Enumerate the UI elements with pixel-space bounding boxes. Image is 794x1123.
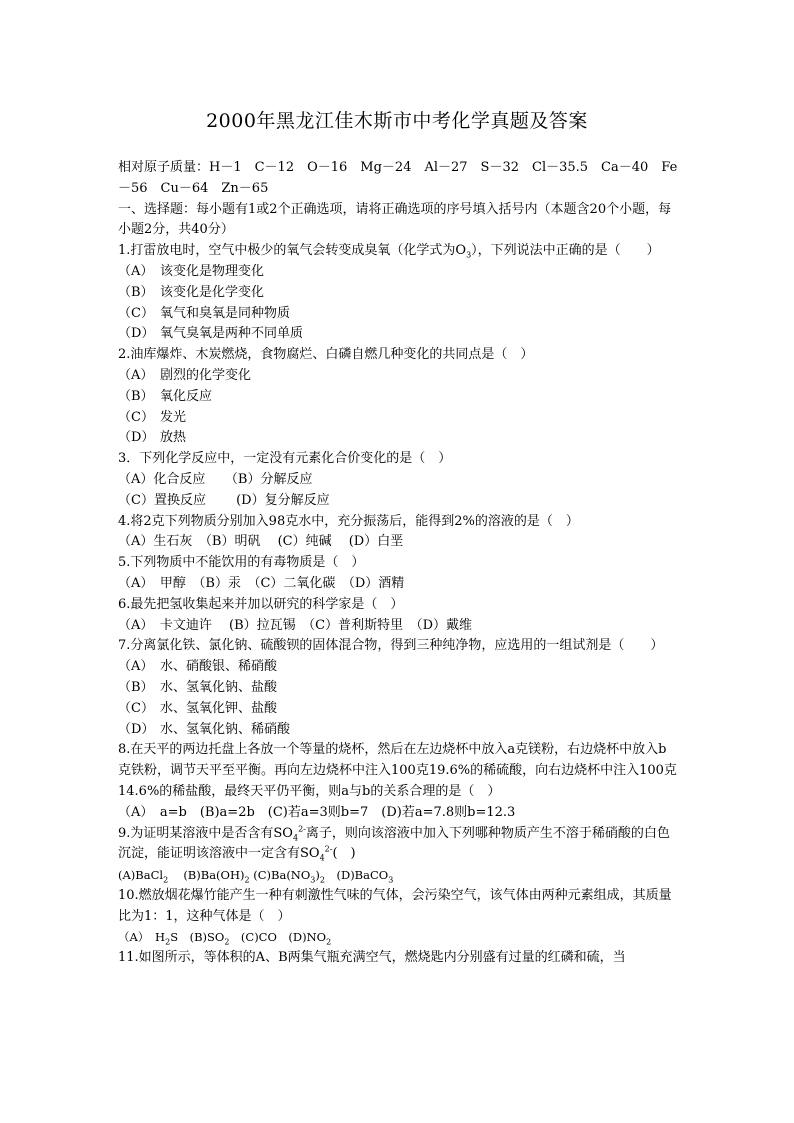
question-9-stem: 9.为证明某溶液中是否含有$SO_4^{2-}$离子，则向该溶液中加入下列哪种物质产生不溶于稀硝酸的白色沉淀，能证明该溶液中一定含有$SO_4^{2-}$( ) xyxy=(118,824,670,863)
question-8-stem: 8.在天平的两边托盘上各放一个等量的烧杯，然后在左边烧杯中放入a克镁粉，右边烧杯中放入b克铁粉，调节天平至平衡。再向左边烧杯中注入100克19.6%的稀硫酸，向右边烧杯中注入100克14.6%的稀盐酸，最终天平仍平衡，则a与b的关系合理的是（ ） xyxy=(118,742,677,799)
question-3-stem: 3．下列化学反应中，一定没有元素化合价变化的是（ ） xyxy=(118,451,452,467)
question-5-stem: 5.下列物质中不能饮用的有毒物质是（ ） xyxy=(118,555,365,571)
question-1-option-c: （C） 氧气和臭氧是同种物质 xyxy=(118,305,291,321)
question-1-option-a: （A） 该变化是物理变化 xyxy=(118,263,265,279)
exam-content xyxy=(118,158,678,969)
question-7-stem: 7.分离氯化铁、氯化钠、硫酸钡的固体混合物，得到三种纯净物，应选用的一组试剂是（ ） xyxy=(118,638,664,654)
question-7-option-d: （D） 水、氢氧化钠、稀硝酸 xyxy=(118,721,291,737)
question-11-stem: 11.如图所示，等体积的A、B两集气瓶充满空气，燃烧匙内分别盛有过量的红磷和硫，当 xyxy=(118,950,626,966)
question-2-stem: 2.油库爆炸、木炭燃烧，食物腐烂、白磷自燃几种变化的共同点是（ ） xyxy=(118,347,534,363)
atomic-mass-line: 相对原子质量：H－1 C－12 O－16 Mg－24 Al－27 S－32 Cl－35.5 Ca－40 Fe－56 Cu－64 Zn－65 xyxy=(118,160,678,196)
page-title: 2000年黑龙江佳木斯市中考化学真题及答案 xyxy=(206,110,588,132)
question-4-options: （A）生石灰 （B）明矾 (C）纯碱 (D）白垩 xyxy=(118,534,404,550)
question-4-stem: 4.将2克下列物质分别加入98克水中，充分振荡后，能得到2%的溶液的是（ ） xyxy=(118,513,579,529)
question-3-options-ab: （A）化合反应 （B）分解反应 xyxy=(118,471,313,487)
question-9-options: (A)BaCl$_2$ $(B)Ba(OH)_2$ $(C)Ba(NO_3)_2$ (D)BaCO$_3$ xyxy=(118,868,394,885)
question-3-options-cd: （C）置换反应 (D）复分解反应 xyxy=(118,492,330,508)
question-5-options: （A） 甲醇 （B）汞 （C）二氧化碳 （D）酒精 xyxy=(118,575,405,591)
question-7-option-c: （C） 水、氢氧化钾、盐酸 xyxy=(118,700,278,716)
question-2-option-c: （C） 发光 xyxy=(118,409,187,425)
question-8-options: （A） a=b (B)a=2b (C)若a=3则b=7 (D)若a=7.8则b=12.3 xyxy=(118,804,516,820)
question-10-stem: 10.燃放烟花爆竹能产生一种有刺激性气味的气体，会污染空气，该气体由两种元素组成，其质量比为1：1，这种气体是（ ） xyxy=(118,887,672,924)
question-6-options: （A） 卡文迪许 (B）拉瓦锡 （C）普利斯特里 （D）戴维 xyxy=(118,617,473,633)
question-2-option-a: （A） 剧烈的化学变化 xyxy=(118,367,252,383)
question-1-stem: 1.打雷放电时，空气中极少的氧气会转变成臭氧（化学式为$O_3$），下列说法中正确的是（ ） xyxy=(118,243,660,260)
question-6-stem: 6.最先把氢收集起来并加以研究的科学家是（ ） xyxy=(118,596,404,612)
question-2-option-b: （B） 氧化反应 xyxy=(118,388,213,404)
question-2-option-d: （D） 放热 xyxy=(118,430,187,446)
question-10-options: （A） $H_2S$ $(B)SO_2$ (C)CO $(D)NO_2$ xyxy=(118,930,332,947)
question-7-option-a: （A） 水、硝酸银、稀硝酸 xyxy=(118,659,278,675)
section-heading: 一、选择题：每小题有1或2个正确选项，请将正确选项的序号填入括号内（本题含20个小题，每小题2分，共40分） xyxy=(118,201,672,238)
question-1-option-d: （D） 氧气臭氧是两种不同单质 xyxy=(118,326,304,342)
question-1-option-b: （B） 该变化是化学变化 xyxy=(118,284,265,300)
question-7-option-b: （B） 水、氢氧化钠、盐酸 xyxy=(118,679,278,695)
